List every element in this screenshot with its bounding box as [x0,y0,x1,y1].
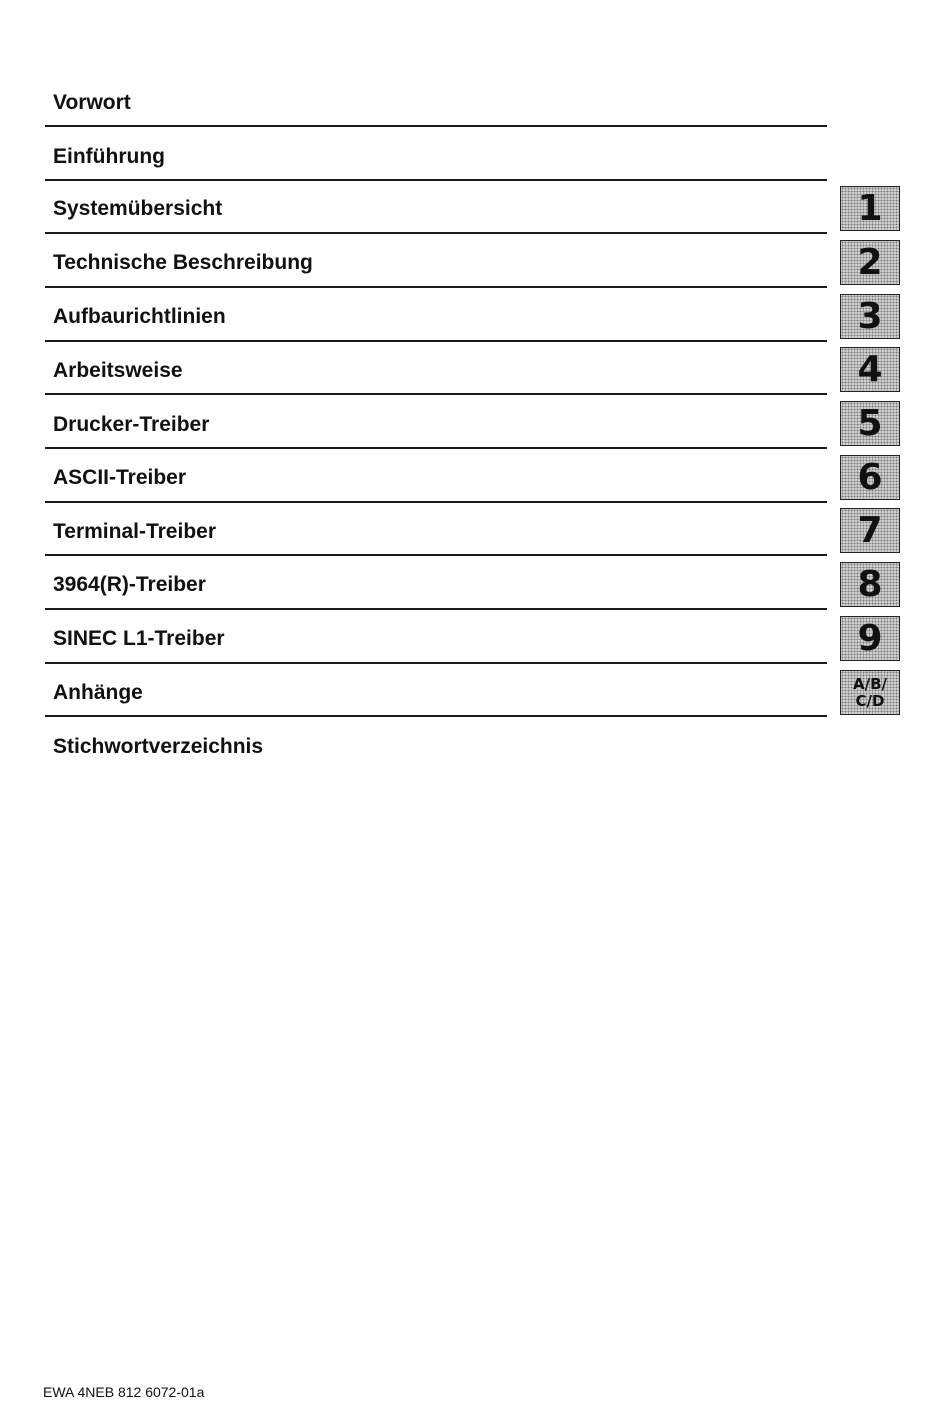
tab-number: 3 [857,295,883,337]
divider [45,554,827,556]
toc-entry-label: Stichwortverzeichnis [53,735,264,758]
toc-entry-stichwortverzeichnis[interactable] [45,720,827,768]
tab-number: 6 [857,456,883,498]
divider [45,715,827,717]
register-tab-1[interactable] [840,186,900,231]
toc-entry-label: Terminal-Treiber [53,520,216,543]
register-tab-appendix[interactable] [840,670,900,715]
toc-entry-aufbaurichtlinien[interactable] [45,290,827,338]
register-tab-5[interactable] [840,401,900,446]
register-tab-7[interactable] [840,508,900,553]
tab-number: 5 [857,402,883,444]
tab-number: 8 [857,563,883,605]
divider [45,232,827,234]
toc-entry-label: Systemübersicht [53,197,223,220]
toc-entry-arbeitsweise[interactable] [45,344,827,392]
toc-entry-ascii-treiber[interactable] [45,451,827,499]
divider [45,340,827,342]
toc-entry-label: ASCII-Treiber [53,466,187,489]
divider [45,125,827,127]
toc-entry-label: Vorwort [53,91,131,114]
tab-number: 9 [857,617,883,659]
document-number: EWA 4NEB 812 6072-01a [43,1384,205,1400]
tab-number: A/B/ C/D [853,674,887,710]
divider [45,662,827,664]
toc-entry-drucker-treiber[interactable] [45,398,827,446]
toc-entry-label: 3964(R)-Treiber [53,573,206,596]
divider [45,393,827,395]
tab-number: 4 [857,348,883,390]
toc-entry-technische-beschreibung[interactable] [45,236,827,284]
tab-number: 7 [857,509,883,551]
register-tab-6[interactable] [840,455,900,500]
divider [45,447,827,449]
toc-entry-vorwort[interactable] [45,83,827,124]
register-tab-2[interactable] [840,240,900,285]
toc-entry-label: Aufbaurichtlinien [53,305,226,328]
divider [45,179,827,181]
toc-entry-anhaenge[interactable] [45,666,827,714]
toc-entry-sinec-l1-treiber[interactable] [45,612,827,660]
toc-entry-label: Technische Beschreibung [53,251,313,274]
toc-entry-systemuebersicht[interactable] [45,182,827,230]
toc-entry-label: Anhänge [53,681,143,704]
register-tab-9[interactable] [840,616,900,661]
tab-number: 1 [857,187,883,229]
tab-number: 2 [857,241,883,283]
register-tab-4[interactable] [840,347,900,392]
toc-entry-label: Einführung [53,145,165,168]
register-tab-3[interactable] [840,294,900,339]
toc-entry-label: Drucker-Treiber [53,413,210,436]
toc-entry-label: SINEC L1-Treiber [53,627,225,650]
divider [45,286,827,288]
divider [45,608,827,610]
toc-entry-3964r-treiber[interactable] [45,558,827,606]
divider [45,501,827,503]
toc-entry-einfuehrung[interactable] [45,130,827,178]
toc-entry-label: Arbeitsweise [53,359,183,382]
toc-entry-terminal-treiber[interactable] [45,505,827,553]
register-tab-8[interactable] [840,562,900,607]
